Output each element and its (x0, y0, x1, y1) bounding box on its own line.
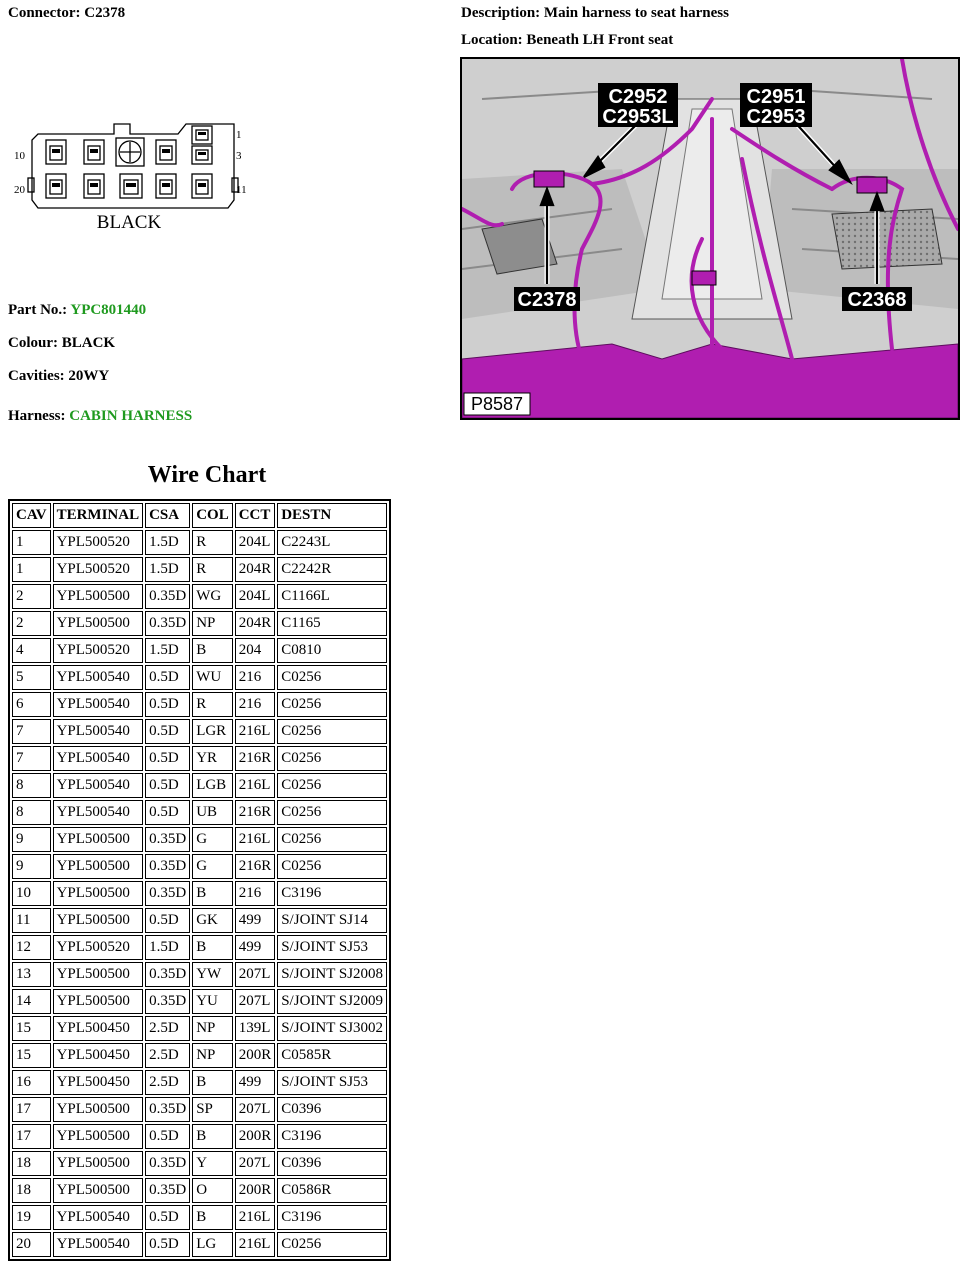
table-cell: 0.5D (145, 1232, 190, 1257)
cavities-label: Cavities: (8, 368, 65, 384)
table-row (12, 719, 387, 744)
table-cell: 7 (12, 746, 51, 771)
colour-label: Colour: (8, 335, 58, 351)
table-cell: C0256 (277, 800, 387, 825)
callout-c2952: C2952 (608, 86, 668, 108)
table-cell: C2243L (277, 530, 387, 555)
location-line (461, 32, 673, 49)
table-cell: G (192, 827, 233, 852)
table-cell: 19 (12, 1205, 51, 1230)
table-cell: C0256 (277, 665, 387, 690)
table-row (12, 746, 387, 771)
pin-label-11: 11 (236, 184, 247, 196)
table-cell: YPL500450 (53, 1016, 144, 1041)
table-cell: 15 (12, 1016, 51, 1041)
table-row (12, 881, 387, 906)
table-cell: C2242R (277, 557, 387, 582)
table-row (12, 1097, 387, 1122)
table-cell: 6 (12, 692, 51, 717)
table-cell: SP (192, 1097, 233, 1122)
vehicle-floor-illustration (462, 59, 958, 418)
description-line (461, 5, 729, 22)
table-cell: C3196 (277, 1124, 387, 1149)
table-cell: 0.5D (145, 665, 190, 690)
table-cell: YPL500450 (53, 1070, 144, 1095)
table-row (12, 584, 387, 609)
table-cell: 216L (235, 773, 276, 798)
table-cell: YPL500540 (53, 719, 144, 744)
table-cell: B (192, 1070, 233, 1095)
table-cell: YPL500500 (53, 854, 144, 879)
table-cell: 0.35D (145, 584, 190, 609)
table-cell: 4 (12, 638, 51, 663)
table-cell: 204R (235, 611, 276, 636)
table-cell: G (192, 854, 233, 879)
table-cell: 16 (12, 1070, 51, 1095)
table-cell: 1.5D (145, 557, 190, 582)
table-cell: C0256 (277, 773, 387, 798)
table-cell: 0.5D (145, 719, 190, 744)
connector-line (8, 5, 125, 22)
wire-chart-title: Wire Chart (147, 462, 267, 488)
column-header: CCT (235, 503, 276, 528)
callout-c2953l: C2953L (602, 106, 674, 128)
colour-value: BLACK (61, 335, 116, 351)
table-cell: 216R (235, 800, 276, 825)
table-cell: C0256 (277, 1232, 387, 1257)
table-row (12, 854, 387, 879)
table-cell: B (192, 1205, 233, 1230)
cavities-line (8, 368, 109, 385)
table-cell: 12 (12, 935, 51, 960)
table-cell: YPL500520 (53, 638, 144, 663)
table-row (12, 935, 387, 960)
table-cell: WG (192, 584, 233, 609)
table-cell: C0256 (277, 692, 387, 717)
description-label: Description: (461, 5, 541, 21)
table-cell: YPL500540 (53, 800, 144, 825)
table-cell: S/JOINT SJ3002 (277, 1016, 387, 1041)
pin-label-20: 20 (14, 184, 25, 196)
cavities-value: 20WY (68, 368, 110, 384)
table-cell: S/JOINT SJ2009 (277, 989, 387, 1014)
table-cell: R (192, 692, 233, 717)
table-cell: 207L (235, 989, 276, 1014)
table-cell: LGB (192, 773, 233, 798)
table-cell: C0256 (277, 719, 387, 744)
table-cell: 1.5D (145, 638, 190, 663)
column-header: CAV (12, 503, 51, 528)
table-cell: S/JOINT SJ2008 (277, 962, 387, 987)
table-cell: 0.35D (145, 881, 190, 906)
table-cell: NP (192, 1016, 233, 1041)
table-cell: 216R (235, 746, 276, 771)
table-cell: Y (192, 1151, 233, 1176)
table-cell: YPL500500 (53, 1178, 144, 1203)
location-value: Beneath LH Front seat (526, 32, 674, 48)
table-cell: YPL500500 (53, 611, 144, 636)
table-row (12, 611, 387, 636)
table-cell: B (192, 881, 233, 906)
location-photo (460, 57, 960, 420)
table-cell: YPL500540 (53, 746, 144, 771)
table-cell: 8 (12, 773, 51, 798)
table-cell: YPL500500 (53, 1124, 144, 1149)
table-cell: YPL500500 (53, 584, 144, 609)
table-cell: 17 (12, 1124, 51, 1149)
location-label: Location: (461, 32, 523, 48)
table-row (12, 1124, 387, 1149)
table-cell: 204R (235, 557, 276, 582)
table-cell: 0.5D (145, 908, 190, 933)
table-cell: YPL500500 (53, 827, 144, 852)
table-cell: LG (192, 1232, 233, 1257)
table-cell: 200R (235, 1178, 276, 1203)
table-row (12, 692, 387, 717)
harness-label: Harness: (8, 408, 66, 424)
table-cell: 204L (235, 530, 276, 555)
table-row (12, 1016, 387, 1041)
table-cell: YPL500500 (53, 908, 144, 933)
table-cell: UB (192, 800, 233, 825)
table-cell: 139L (235, 1016, 276, 1041)
table-row (12, 989, 387, 1014)
table-row (12, 1232, 387, 1257)
table-row (12, 1043, 387, 1068)
table-row (12, 1070, 387, 1095)
table-cell: 216L (235, 719, 276, 744)
table-cell: 18 (12, 1178, 51, 1203)
figure-id: P8587 (470, 394, 524, 414)
table-cell: B (192, 935, 233, 960)
table-cell: 18 (12, 1151, 51, 1176)
table-row (12, 1151, 387, 1176)
part-no-link[interactable]: YPC801440 (70, 302, 147, 318)
table-cell: 200R (235, 1124, 276, 1149)
connector-color-label: BLACK (96, 212, 162, 233)
table-cell: C0256 (277, 746, 387, 771)
table-cell: 11 (12, 908, 51, 933)
wire-chart-body (12, 530, 387, 1257)
table-cell: 2 (12, 611, 51, 636)
table-cell: YPL500540 (53, 1232, 144, 1257)
table-cell: O (192, 1178, 233, 1203)
table-cell: YPL500540 (53, 1205, 144, 1230)
table-cell: 7 (12, 719, 51, 744)
table-row (12, 908, 387, 933)
column-header: COL (192, 503, 233, 528)
table-cell: 0.5D (145, 1205, 190, 1230)
table-cell: B (192, 638, 233, 663)
table-cell: YR (192, 746, 233, 771)
description-value: Main harness to seat harness (543, 5, 729, 21)
table-cell: S/JOINT SJ14 (277, 908, 387, 933)
column-header: TERMINAL (53, 503, 144, 528)
table-cell: C0585R (277, 1043, 387, 1068)
table-cell: C0396 (277, 1151, 387, 1176)
table-cell: 216L (235, 1205, 276, 1230)
table-cell: 216L (235, 827, 276, 852)
table-cell: 0.5D (145, 746, 190, 771)
table-cell: 0.5D (145, 773, 190, 798)
wire-chart-header-row (12, 503, 387, 528)
table-cell: WU (192, 665, 233, 690)
table-cell: 1.5D (145, 530, 190, 555)
table-cell: 2.5D (145, 1043, 190, 1068)
table-cell: 216R (235, 854, 276, 879)
table-cell: C0810 (277, 638, 387, 663)
connector-id: C2378 (84, 5, 126, 21)
table-cell: 216 (235, 881, 276, 906)
table-cell: 1.5D (145, 935, 190, 960)
table-cell: 15 (12, 1043, 51, 1068)
table-cell: C0586R (277, 1178, 387, 1203)
table-cell: C0256 (277, 827, 387, 852)
table-row (12, 1205, 387, 1230)
part-no-line (8, 302, 146, 319)
pin-label-1: 1 (236, 129, 242, 141)
table-cell: YPL500500 (53, 881, 144, 906)
connector-face-diagram (8, 118, 260, 238)
table-cell: R (192, 530, 233, 555)
table-cell: 5 (12, 665, 51, 690)
table-cell: 200R (235, 1043, 276, 1068)
table-cell: YPL500500 (53, 989, 144, 1014)
table-cell: 204 (235, 638, 276, 663)
colour-line (8, 335, 115, 352)
table-cell: 13 (12, 962, 51, 987)
table-cell: C1165 (277, 611, 387, 636)
harness-link[interactable]: CABIN HARNESS (69, 408, 193, 424)
table-row (12, 638, 387, 663)
table-cell: 207L (235, 1151, 276, 1176)
table-cell: 17 (12, 1097, 51, 1122)
table-cell: 216 (235, 665, 276, 690)
connector-label: Connector: (8, 5, 81, 21)
table-cell: NP (192, 611, 233, 636)
table-cell: 9 (12, 827, 51, 852)
table-cell: 0.35D (145, 1178, 190, 1203)
table-cell: 8 (12, 800, 51, 825)
table-cell: B (192, 1124, 233, 1149)
callout-c2368: C2368 (847, 289, 907, 311)
table-cell: YPL500520 (53, 557, 144, 582)
table-cell: 1 (12, 557, 51, 582)
table-cell: C3196 (277, 881, 387, 906)
table-row (12, 1178, 387, 1203)
table-cell: NP (192, 1043, 233, 1068)
table-cell: 207L (235, 962, 276, 987)
table-row (12, 665, 387, 690)
table-row (12, 962, 387, 987)
table-row (12, 800, 387, 825)
table-cell: 0.35D (145, 962, 190, 987)
column-header: CSA (145, 503, 190, 528)
table-cell: C0256 (277, 854, 387, 879)
table-cell: 0.5D (145, 800, 190, 825)
harness-line (8, 408, 192, 425)
table-cell: C0396 (277, 1097, 387, 1122)
table-cell: 0.35D (145, 1151, 190, 1176)
table-cell: 0.5D (145, 692, 190, 717)
table-cell: S/JOINT SJ53 (277, 935, 387, 960)
table-cell: YPL500500 (53, 1151, 144, 1176)
table-cell: YPL500540 (53, 773, 144, 798)
table-cell: YPL500500 (53, 962, 144, 987)
table-row (12, 557, 387, 582)
column-header: DESTN (277, 503, 387, 528)
table-row (12, 530, 387, 555)
table-cell: 2.5D (145, 1016, 190, 1041)
table-cell: 14 (12, 989, 51, 1014)
wire-chart-table (8, 499, 391, 1261)
table-cell: S/JOINT SJ53 (277, 1070, 387, 1095)
table-cell: YPL500540 (53, 692, 144, 717)
table-cell: 499 (235, 908, 276, 933)
table-cell: 1 (12, 530, 51, 555)
table-cell: 499 (235, 935, 276, 960)
table-cell: 2.5D (145, 1070, 190, 1095)
table-cell: YPL500500 (53, 1097, 144, 1122)
table-cell: YPL500540 (53, 665, 144, 690)
table-cell: 0.35D (145, 1097, 190, 1122)
table-cell: 20 (12, 1232, 51, 1257)
table-cell: 0.5D (145, 1124, 190, 1149)
table-cell: YW (192, 962, 233, 987)
table-cell: 2 (12, 584, 51, 609)
table-cell: 216 (235, 692, 276, 717)
table-row (12, 827, 387, 852)
table-cell: 9 (12, 854, 51, 879)
part-no-label: Part No.: (8, 302, 68, 318)
table-cell: YPL500450 (53, 1043, 144, 1068)
table-cell: R (192, 557, 233, 582)
table-cell: 0.35D (145, 989, 190, 1014)
table-row (12, 773, 387, 798)
table-cell: 0.35D (145, 827, 190, 852)
table-cell: 216L (235, 1232, 276, 1257)
table-cell: C3196 (277, 1205, 387, 1230)
callout-c2951: C2951 (746, 86, 806, 108)
table-cell: YU (192, 989, 233, 1014)
table-cell: GK (192, 908, 233, 933)
table-cell: 204L (235, 584, 276, 609)
table-cell: 0.35D (145, 854, 190, 879)
table-cell: LGR (192, 719, 233, 744)
callout-c2378: C2378 (517, 289, 577, 311)
table-cell: YPL500520 (53, 935, 144, 960)
pin-label-10: 10 (14, 150, 25, 162)
table-cell: 207L (235, 1097, 276, 1122)
table-cell: 10 (12, 881, 51, 906)
table-cell: 499 (235, 1070, 276, 1095)
table-cell: C1166L (277, 584, 387, 609)
table-cell: YPL500520 (53, 530, 144, 555)
pin-label-3: 3 (236, 150, 242, 162)
callout-c2953: C2953 (746, 106, 806, 128)
table-cell: 0.35D (145, 611, 190, 636)
